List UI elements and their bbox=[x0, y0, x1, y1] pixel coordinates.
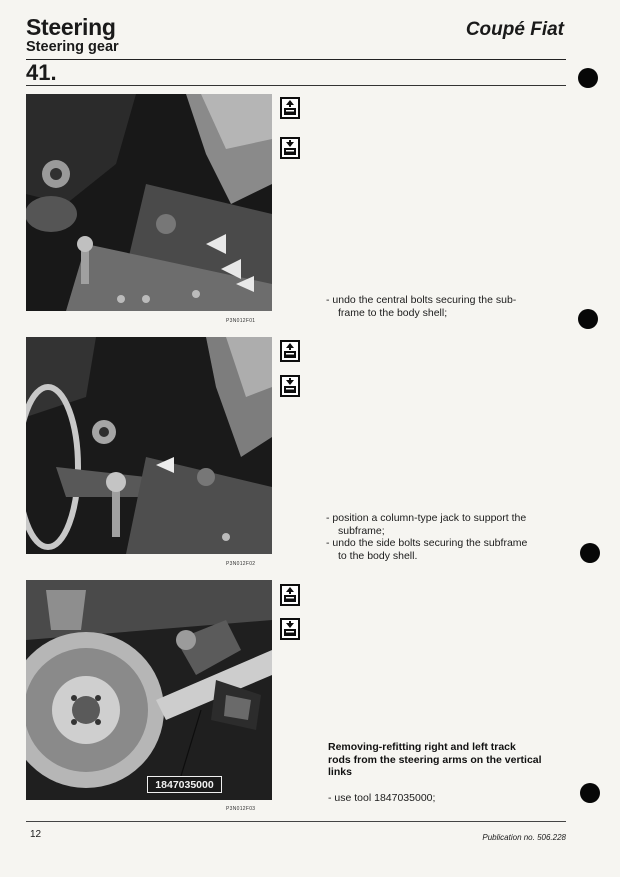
page-number: 12 bbox=[30, 829, 42, 840]
section-title: Steering bbox=[26, 14, 116, 40]
footer-divider bbox=[26, 821, 566, 822]
photo-subframe-jack bbox=[26, 337, 272, 554]
header-divider bbox=[26, 59, 566, 60]
tool-number-label: 1847035000 bbox=[147, 776, 222, 793]
instruction-line: - position a column-type jack to support the bbox=[326, 512, 527, 524]
subsection-title: Steering gear bbox=[26, 39, 119, 55]
instruction-line: - undo the central bolts securing the sub- bbox=[326, 294, 517, 306]
instruction-step-3 bbox=[328, 792, 573, 805]
instruction-line: - use tool 1847035000; bbox=[328, 792, 436, 804]
instruction-line: subframe; bbox=[338, 524, 385, 537]
figure-code: P3N012F01 bbox=[226, 318, 256, 324]
photo-subframe-central-bolts bbox=[26, 94, 272, 311]
publication-number: Publication no. 506.228 bbox=[482, 833, 566, 842]
binder-hole bbox=[578, 68, 598, 88]
binder-hole bbox=[580, 543, 600, 563]
section-heading-track-rods bbox=[328, 741, 573, 779]
binder-hole bbox=[578, 309, 598, 329]
instruction-step-1 bbox=[326, 294, 571, 319]
lift-down-icon bbox=[280, 375, 300, 397]
heading-line: Removing-refitting right and left track bbox=[328, 741, 516, 753]
instruction-line: frame to the body shell; bbox=[338, 306, 448, 319]
lift-down-icon bbox=[280, 137, 300, 159]
step-divider bbox=[26, 85, 566, 86]
lift-up-icon bbox=[280, 97, 300, 119]
instruction-step-2 bbox=[326, 512, 571, 562]
brand-name: Coupé Fiat bbox=[465, 19, 564, 40]
lift-up-icon bbox=[280, 340, 300, 362]
figure-code: P3N012F02 bbox=[226, 561, 256, 567]
binder-hole bbox=[580, 783, 600, 803]
photo-track-rod-tool bbox=[26, 580, 272, 800]
figure-code: P3N012F03 bbox=[226, 806, 256, 812]
lift-up-icon bbox=[280, 584, 300, 606]
step-number: 41. bbox=[26, 60, 57, 85]
instruction-line: to the body shell. bbox=[338, 549, 418, 562]
heading-line: links bbox=[328, 766, 352, 778]
lift-down-icon bbox=[280, 618, 300, 640]
instruction-line: - undo the side bolts securing the subframe bbox=[326, 537, 528, 549]
heading-line: rods from the steering arms on the vertical bbox=[328, 753, 542, 766]
